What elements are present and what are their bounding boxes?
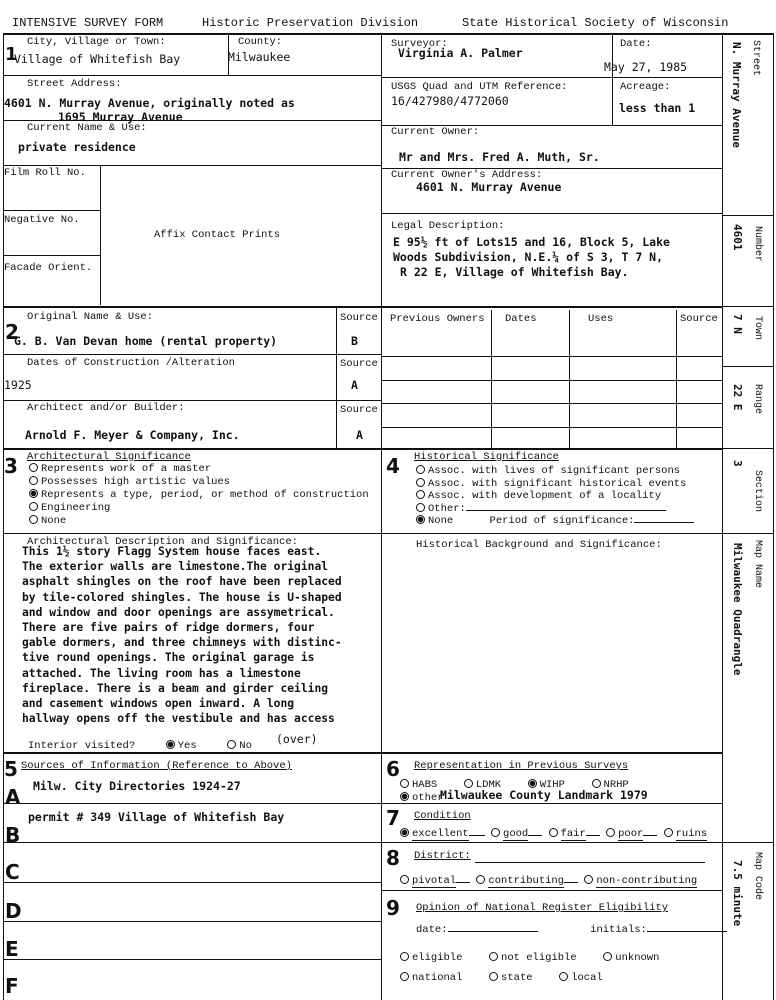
- previous-surveys-title: Representation in Previous Surveys: [414, 760, 629, 772]
- arch-option-label: Represents a type, period, or method of construction: [41, 489, 369, 501]
- condition-ruins: ruins: [675, 828, 708, 840]
- prev-owners-header: Previous Owners: [390, 313, 485, 325]
- section-number-1: 1: [5, 44, 18, 65]
- source-letter-d: D: [5, 899, 22, 923]
- hist-significance-title: Historical Significance: [414, 451, 559, 463]
- date-value[interactable]: May 27, 1985: [604, 60, 688, 74]
- radio-icon[interactable]: [400, 972, 409, 981]
- condition-good: good: [503, 828, 529, 840]
- arch-significance-options: [29, 463, 369, 528]
- hist-option-events[interactable]: [416, 478, 694, 491]
- description-line: asphalt shingles on the roof have been replaced: [22, 575, 342, 589]
- section-number-9: 9: [386, 896, 400, 920]
- radio-icon[interactable]: [584, 875, 593, 884]
- sidebar-street-value[interactable]: N. Murray Avenue: [730, 42, 743, 148]
- dates-source[interactable]: A: [351, 378, 358, 392]
- source-letter-b: B: [5, 823, 21, 847]
- radio-icon[interactable]: [416, 465, 425, 474]
- survey-other-row: [400, 792, 444, 804]
- condition-excellent: excellent: [412, 828, 469, 840]
- source-letter-e: E: [5, 937, 19, 961]
- radio-icon[interactable]: [489, 952, 498, 961]
- eligibility-title: Opinion of National Register Eligibility: [416, 902, 669, 914]
- eligibility-date-row: [416, 924, 727, 936]
- eligibility-initials-field[interactable]: [647, 931, 727, 932]
- description-line: tive round openings. The original garage is: [22, 651, 315, 665]
- hist-option-label: Other:: [428, 502, 466, 515]
- hist-option-other[interactable]: [416, 503, 694, 516]
- radio-icon[interactable]: [416, 478, 425, 487]
- source-letter-f: F: [5, 974, 19, 998]
- district-options: [400, 875, 697, 888]
- form-title: INTENSIVE SURVEY FORM: [12, 16, 164, 30]
- architect-source[interactable]: A: [356, 428, 363, 442]
- sidebar-section-value[interactable]: 3: [731, 460, 744, 467]
- nrhp-label: NRHP: [603, 779, 629, 791]
- radio-icon[interactable]: [29, 476, 38, 485]
- sidebar-number-label: Number: [752, 226, 763, 263]
- radio-checked-icon[interactable]: [416, 515, 425, 524]
- sidebar-range-value[interactable]: 22 E: [731, 384, 744, 411]
- other-survey-value[interactable]: Milwaukee County Landmark 1979: [440, 788, 648, 802]
- owner-value[interactable]: Mr and Mrs. Fred A. Muth, Sr.: [399, 150, 600, 164]
- city-value[interactable]: Village of Whitefish Bay: [14, 52, 181, 66]
- eligibility-initials-label: initials:: [590, 924, 647, 936]
- date-label: Date:: [620, 38, 652, 50]
- sidebar-street-label: Street: [750, 40, 761, 77]
- radio-checked-icon[interactable]: [400, 792, 409, 801]
- hist-significance-options: [416, 465, 694, 528]
- architect-value[interactable]: Arnold F. Meyer & Company, Inc.: [25, 428, 240, 442]
- radio-icon[interactable]: [559, 972, 568, 981]
- radio-icon[interactable]: [592, 779, 601, 788]
- sidebar-mapname-label: Map Name: [752, 540, 763, 589]
- arch-option-artistic[interactable]: [29, 476, 369, 489]
- usgs-label: USGS Quad and UTM Reference:: [391, 81, 568, 93]
- hist-option-locality[interactable]: [416, 490, 694, 503]
- condition-title: Condition: [414, 810, 471, 822]
- radio-icon[interactable]: [400, 875, 409, 884]
- wihp-label: WIHP: [539, 779, 565, 791]
- interior-no: No: [239, 740, 252, 752]
- current-name-value[interactable]: private residence: [18, 140, 136, 154]
- condition-options: [400, 828, 707, 841]
- arch-option-label: Represents work of a master: [41, 463, 212, 475]
- hist-option-none[interactable]: [416, 515, 694, 528]
- radio-icon[interactable]: [664, 828, 673, 837]
- arch-option-type[interactable]: [29, 489, 369, 502]
- hist-option-label: Assoc. with lives of significant persons: [428, 465, 681, 477]
- arch-description-text: [22, 544, 342, 726]
- description-line: by tile-colored shingles. The house is U-shaped: [22, 590, 342, 604]
- original-source[interactable]: B: [351, 334, 358, 348]
- section-number-3: 3: [4, 454, 18, 478]
- description-line: There are five pairs of ridge dormers, four: [22, 620, 315, 634]
- architect-label: Architect and/or Builder:: [27, 402, 185, 414]
- street-value-2[interactable]: 1695 Murray Avenue: [58, 110, 183, 124]
- sources-title: Sources of Information (Reference to Above): [21, 760, 292, 772]
- legal-label: Legal Description:: [391, 220, 505, 232]
- negative-label: Negative No.: [4, 214, 80, 226]
- prev-source-header: Source: [680, 313, 718, 325]
- radio-icon[interactable]: [476, 875, 485, 884]
- eligible-label: eligible: [412, 952, 463, 964]
- owner-label: Current Owner:: [391, 126, 480, 138]
- section-number-6: 6: [386, 757, 400, 781]
- interior-visited-label: Interior visited?: [28, 740, 136, 752]
- hist-option-label: Assoc. with significant historical events: [428, 477, 687, 490]
- arch-option-label: None: [41, 515, 67, 527]
- dates-value[interactable]: 1925: [4, 378, 32, 392]
- owner-address-value[interactable]: 4601 N. Murray Avenue: [416, 180, 562, 194]
- radio-icon[interactable]: [29, 502, 38, 511]
- film-roll-label: Film Roll No.: [4, 167, 86, 179]
- society-name: State Historical Society of Wisconsin: [462, 16, 729, 30]
- national-label: national: [412, 972, 463, 984]
- sidebar-town-label: Town: [752, 316, 763, 341]
- sidebar-mapname-value[interactable]: Milwaukee Quadrangle: [731, 543, 744, 676]
- condition-fair: fair: [560, 828, 586, 840]
- affix-label: Affix Contact Prints: [154, 229, 281, 241]
- arch-option-none[interactable]: [29, 515, 369, 528]
- radio-icon[interactable]: [400, 779, 409, 788]
- hist-option-persons[interactable]: [416, 465, 694, 478]
- radio-icon[interactable]: [491, 828, 500, 837]
- radio-icon[interactable]: [416, 490, 425, 499]
- source-letter-a: A: [5, 785, 21, 809]
- sidebar-mapcode-label: Map Code: [752, 852, 763, 901]
- sidebar-range-label: Range: [752, 384, 763, 415]
- eligibility-date-field[interactable]: [448, 931, 538, 932]
- arch-description-label: Architectural Description and Significance:: [27, 536, 298, 548]
- acreage-value[interactable]: less than 1: [619, 101, 696, 115]
- district-title: District:: [414, 850, 471, 862]
- county-label: County:: [238, 36, 283, 48]
- description-line: and casement windows open inward. A long: [22, 696, 295, 710]
- source-label-3: Source: [340, 404, 378, 416]
- description-line: attached. The living room has a limestone: [22, 666, 301, 680]
- over-note: (over): [276, 732, 318, 746]
- usgs-value[interactable]: 16/427980/4772060: [391, 94, 509, 108]
- sidebar-mapcode-value[interactable]: 7.5 minute: [731, 860, 744, 927]
- local-label: local: [571, 972, 603, 984]
- eligibility-date-label: date:: [416, 924, 448, 936]
- radio-icon[interactable]: [464, 779, 473, 788]
- section-number-8: 8: [386, 846, 400, 870]
- acreage-label: Acreage:: [620, 81, 671, 93]
- arch-option-label: Possesses high artistic values: [41, 476, 231, 488]
- radio-icon[interactable]: [416, 503, 425, 512]
- description-line: fireplace. There is a beam and girder ceiling: [22, 681, 329, 695]
- eligibility-row-2: [400, 972, 603, 984]
- surveyor-label: Surveyor:: [391, 38, 448, 50]
- interior-visited-row: [28, 740, 252, 752]
- street-label: Street Address:: [27, 78, 122, 90]
- other-label: other: [412, 792, 444, 804]
- radio-icon[interactable]: [549, 828, 558, 837]
- sidebar-town-value[interactable]: 7 N: [731, 314, 744, 334]
- arch-option-label: Engineering: [41, 502, 111, 514]
- dates-label: Dates of Construction /Alteration: [27, 357, 235, 369]
- condition-poor: poor: [618, 828, 644, 840]
- current-name-label: Current Name & Use:: [27, 122, 147, 134]
- street-value-1[interactable]: 4601 N. Murray Avenue, originally noted as: [4, 96, 295, 110]
- legal-line-2[interactable]: Woods Subdivision, N.E.¼ of S 3, T 7 N,: [393, 250, 664, 264]
- sidebar-section-label: Section: [752, 470, 763, 513]
- description-line: gable dormers, and three chimneys with distinc-: [22, 636, 342, 650]
- hist-option-label: None: [428, 515, 454, 528]
- surveyor-value[interactable]: Virginia A. Palmer: [398, 46, 523, 60]
- eligibility-row-1: [400, 952, 659, 964]
- section-number-2: 2: [5, 320, 19, 344]
- owner-address-label: Current Owner's Address:: [391, 169, 543, 181]
- hist-background-label: Historical Background and Significance:: [416, 539, 662, 551]
- legal-line-1[interactable]: E 95½ ft of Lots15 and 16, Block 5, Lake: [393, 235, 670, 249]
- radio-icon[interactable]: [400, 952, 409, 961]
- prev-uses-header: Uses: [588, 313, 614, 325]
- interior-yes: Yes: [177, 740, 197, 752]
- district-line[interactable]: [475, 862, 705, 863]
- not-eligible-label: not eligible: [501, 952, 577, 964]
- radio-checked-icon[interactable]: [528, 779, 537, 788]
- period-label: Period of significance:: [489, 515, 635, 528]
- arch-option-master[interactable]: [29, 463, 369, 476]
- arch-option-engineering[interactable]: [29, 502, 369, 515]
- source-letter-c: C: [5, 860, 20, 884]
- radio-icon[interactable]: [29, 463, 38, 472]
- district-contributing: contributing: [488, 875, 565, 887]
- prev-dates-header: Dates: [505, 313, 537, 325]
- radio-checked-icon[interactable]: [400, 828, 409, 837]
- district-pivotal: pivotal: [412, 875, 457, 887]
- original-name-label: Original Name & Use:: [27, 311, 154, 323]
- description-line: This 1½ story Flagg System house faces east.: [22, 545, 322, 558]
- facade-label: Facade Orient.: [4, 262, 93, 274]
- description-line: The exterior walls are limestone.The original: [22, 560, 329, 574]
- radio-checked-icon[interactable]: [166, 740, 175, 749]
- source-text-a[interactable]: Milw. City Directories 1924-27: [33, 779, 241, 793]
- hist-option-label: Assoc. with development of a locality: [428, 490, 662, 503]
- source-label-1: Source: [340, 312, 378, 324]
- source-text-b[interactable]: permit # 349 Village of Whitefish Bay: [28, 810, 285, 824]
- arch-significance-title: Architectural Significance: [27, 451, 191, 463]
- radio-icon[interactable]: [603, 952, 612, 961]
- sidebar-number-value[interactable]: 4601: [731, 224, 744, 251]
- section-number-4: 4: [386, 454, 400, 478]
- description-line: and window and door openings are assymetrical.: [22, 605, 335, 619]
- state-label: state: [501, 972, 533, 984]
- county-value[interactable]: Milwaukee: [228, 50, 291, 64]
- unknown-label: unknown: [615, 952, 660, 964]
- description-line: hallway opens off the vestibule and has access: [22, 712, 335, 726]
- district-noncontributing: non-contributing: [596, 875, 698, 887]
- radio-icon[interactable]: [227, 740, 236, 749]
- section-number-7: 7: [386, 806, 400, 830]
- habs-label: HABS: [412, 779, 438, 791]
- section-number-5: 5: [4, 757, 18, 781]
- source-label-2: Source: [340, 358, 378, 370]
- radio-icon[interactable]: [606, 828, 615, 837]
- radio-checked-icon[interactable]: [29, 489, 38, 498]
- original-name-value[interactable]: G. B. Van Devan home (rental property): [14, 334, 278, 348]
- radio-icon[interactable]: [489, 972, 498, 981]
- legal-line-3[interactable]: R 22 E, Village of Whitefish Bay.: [400, 265, 629, 279]
- city-label: City, Village or Town:: [27, 36, 166, 48]
- radio-icon[interactable]: [29, 515, 38, 524]
- division-name: Historic Preservation Division: [202, 16, 419, 30]
- ldmk-label: LDMK: [475, 779, 502, 791]
